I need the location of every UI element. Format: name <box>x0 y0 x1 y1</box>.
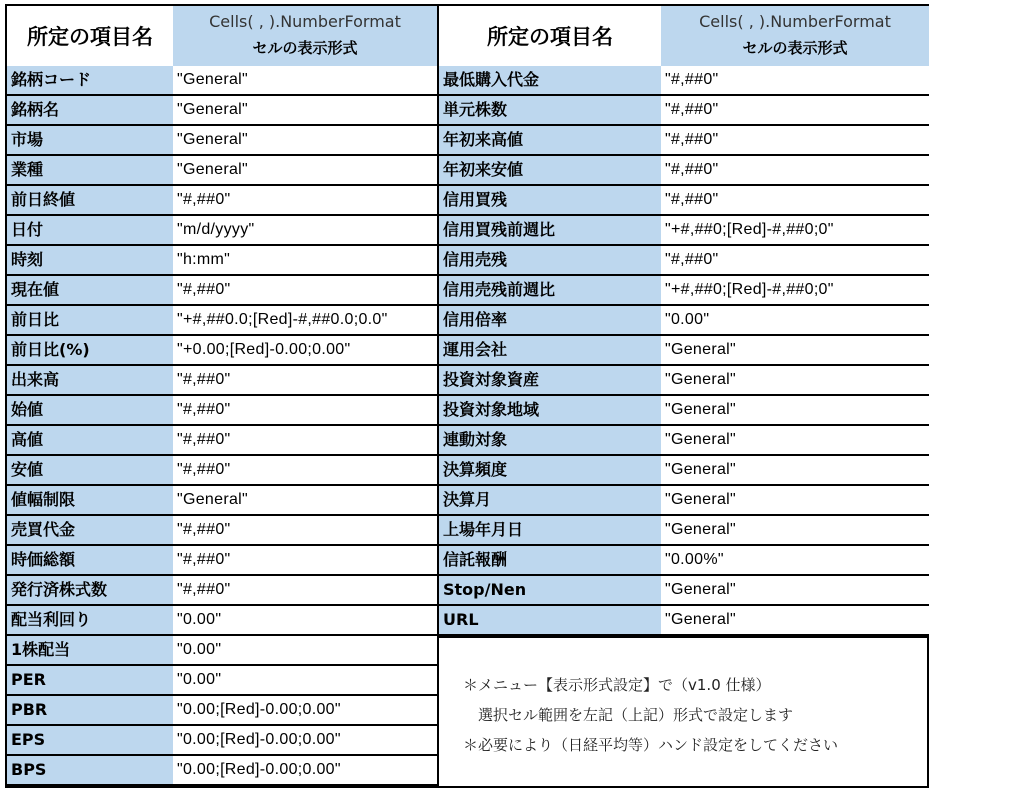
number-format-cell[interactable]: "#,##0" <box>173 546 437 574</box>
item-name-cell[interactable]: 業種 <box>7 156 173 184</box>
item-name-cell[interactable]: 日付 <box>7 216 173 244</box>
number-format-cell[interactable]: "General" <box>661 456 929 484</box>
item-name-cell[interactable]: PER <box>7 666 173 694</box>
item-name-cell[interactable]: 現在値 <box>7 276 173 304</box>
number-format-cell[interactable]: "#,##0" <box>173 396 437 424</box>
format-header-line1: Cells( , ).NumberFormat <box>699 12 891 31</box>
table-row <box>7 396 437 426</box>
number-format-cell[interactable]: "General" <box>661 426 929 454</box>
number-format-cell[interactable]: "General" <box>661 576 929 604</box>
number-format-cell[interactable]: "+#,##0.0;[Red]-#,##0.0;0.0" <box>173 306 437 334</box>
item-name-cell[interactable]: 信託報酬 <box>439 546 661 574</box>
item-name-cell[interactable]: 年初来高値 <box>439 126 661 154</box>
item-name-cell[interactable]: 信用売残前週比 <box>439 276 661 304</box>
table-row <box>439 366 929 396</box>
table-row <box>7 276 437 306</box>
number-format-cell[interactable]: "+#,##0;[Red]-#,##0;0" <box>661 276 929 304</box>
table-row <box>7 246 437 276</box>
table-row <box>439 66 929 96</box>
item-name-cell[interactable]: 年初来安値 <box>439 156 661 184</box>
item-name-cell[interactable]: 銘柄コード <box>7 66 173 94</box>
item-name-cell[interactable]: BPS <box>7 756 173 784</box>
number-format-cell[interactable]: "0.00;[Red]-0.00;0.00" <box>173 756 437 784</box>
table-row <box>439 426 929 456</box>
number-format-cell[interactable]: "0.00" <box>173 606 437 634</box>
number-format-cell[interactable]: "0.00" <box>173 666 437 694</box>
number-format-cell[interactable]: "#,##0" <box>173 516 437 544</box>
item-name-cell[interactable]: 時価総額 <box>7 546 173 574</box>
item-name-cell[interactable]: 連動対象 <box>439 426 661 454</box>
table-row <box>439 276 929 306</box>
table-row <box>7 546 437 576</box>
item-name-cell[interactable]: 上場年月日 <box>439 516 661 544</box>
number-format-cell[interactable]: "#,##0" <box>661 66 929 94</box>
table-row <box>7 636 437 666</box>
number-format-cell[interactable]: "General" <box>173 96 437 124</box>
item-name-cell[interactable]: 信用売残 <box>439 246 661 274</box>
item-name-cell[interactable]: 単元株数 <box>439 96 661 124</box>
table-row <box>7 426 437 456</box>
item-name-cell[interactable]: 前日終値 <box>7 186 173 214</box>
number-format-cell[interactable]: "General" <box>661 486 929 514</box>
table-row <box>439 486 929 516</box>
item-name-cell[interactable]: 出来高 <box>7 366 173 394</box>
table-row <box>439 96 929 126</box>
number-format-cell[interactable]: "0.00;[Red]-0.00;0.00" <box>173 696 437 724</box>
number-format-cell[interactable]: "General" <box>661 516 929 544</box>
item-name-cell[interactable]: 信用倍率 <box>439 306 661 334</box>
item-name-cell[interactable]: 信用買残前週比 <box>439 216 661 244</box>
item-name-cell[interactable]: 決算頻度 <box>439 456 661 484</box>
table-row <box>7 96 437 126</box>
item-name-cell[interactable]: Stop/Nen <box>439 576 661 604</box>
note-line-1: ＊メニュー【表示形式設定】で（v1.0 仕様） <box>463 676 771 694</box>
item-name-cell[interactable]: URL <box>439 606 661 634</box>
item-name-cell[interactable]: 投資対象資産 <box>439 366 661 394</box>
table-row <box>439 396 929 426</box>
item-name-cell[interactable]: 運用会社 <box>439 336 661 364</box>
item-name-cell[interactable]: 前日比(%) <box>7 336 173 364</box>
number-format-cell[interactable]: "General" <box>173 156 437 184</box>
format-header-line1: Cells( , ).NumberFormat <box>209 12 401 31</box>
table-row <box>439 576 929 606</box>
item-name-cell[interactable]: 売買代金 <box>7 516 173 544</box>
left-header-row <box>7 6 437 68</box>
table-row <box>439 186 929 216</box>
item-name-cell[interactable]: 発行済株式数 <box>7 576 173 604</box>
item-name-cell[interactable]: 1株配当 <box>7 636 173 664</box>
number-format-cell[interactable]: "m/d/yyyy" <box>173 216 437 244</box>
table-row <box>7 306 437 336</box>
table-row <box>7 366 437 396</box>
number-format-cell[interactable]: "#,##0" <box>173 576 437 604</box>
item-name-cell[interactable]: 配当利回り <box>7 606 173 634</box>
item-name-cell[interactable]: 銘柄名 <box>7 96 173 124</box>
table-row <box>7 486 437 516</box>
number-format-cell[interactable]: "General" <box>173 126 437 154</box>
number-format-cell[interactable]: "#,##0" <box>173 186 437 214</box>
table-row <box>7 216 437 246</box>
number-format-cell[interactable]: "General" <box>661 606 929 634</box>
table-row <box>439 546 929 576</box>
number-format-cell[interactable]: "General" <box>661 366 929 394</box>
number-format-cell[interactable]: "#,##0" <box>661 246 929 274</box>
table-row <box>439 516 929 546</box>
right-rows <box>439 66 929 636</box>
left-table <box>7 6 437 788</box>
note-line-3: ＊必要により（日経平均等）ハンド設定をしてください <box>463 736 839 754</box>
table-row <box>7 126 437 156</box>
item-name-cell[interactable]: 前日比 <box>7 306 173 334</box>
number-format-cell[interactable]: "#,##0" <box>173 456 437 484</box>
item-name-cell[interactable]: 決算月 <box>439 486 661 514</box>
number-format-cell[interactable]: "0.00;[Red]-0.00;0.00" <box>173 726 437 754</box>
item-name-cell[interactable]: 最低購入代金 <box>439 66 661 94</box>
left-rows <box>7 66 437 786</box>
item-name-header: 所定の項目名 <box>439 6 661 66</box>
table-row <box>439 456 929 486</box>
table-row <box>7 66 437 96</box>
number-format-cell[interactable]: "0.00" <box>173 636 437 664</box>
number-format-cell[interactable]: "General" <box>661 336 929 364</box>
number-format-cell[interactable]: "#,##0" <box>173 366 437 394</box>
table-row <box>439 246 929 276</box>
table-row <box>7 156 437 186</box>
table-row <box>439 156 929 186</box>
item-name-cell[interactable]: 高値 <box>7 426 173 454</box>
table-row <box>439 306 929 336</box>
number-format-cell[interactable]: "#,##0" <box>173 276 437 304</box>
number-format-cell[interactable]: "#,##0" <box>661 96 929 124</box>
format-header <box>173 6 437 66</box>
number-format-cell[interactable]: "#,##0" <box>661 156 929 184</box>
notes-box <box>439 636 929 788</box>
table-row <box>7 726 437 756</box>
table-row <box>7 336 437 366</box>
table-row <box>7 576 437 606</box>
number-format-cell[interactable]: "General" <box>173 486 437 514</box>
table-row <box>7 666 437 696</box>
item-name-cell[interactable]: 値幅制限 <box>7 486 173 514</box>
item-name-cell[interactable]: EPS <box>7 726 173 754</box>
number-format-cell[interactable]: "+0.00;[Red]-0.00;0.00" <box>173 336 437 364</box>
number-format-cell[interactable]: "#,##0" <box>661 126 929 154</box>
item-name-cell[interactable]: PBR <box>7 696 173 724</box>
right-header-row <box>439 6 929 68</box>
table-row <box>7 606 437 636</box>
table-row <box>7 186 437 216</box>
note-line-2: 選択セル範囲を左記（上記）形式で設定します <box>463 706 794 724</box>
item-name-cell[interactable]: 時刻 <box>7 246 173 274</box>
item-name-header: 所定の項目名 <box>7 6 173 66</box>
item-name-cell[interactable]: 市場 <box>7 126 173 154</box>
item-name-cell[interactable]: 始値 <box>7 396 173 424</box>
item-name-cell[interactable]: 信用買残 <box>439 186 661 214</box>
item-name-cell[interactable]: 安値 <box>7 456 173 484</box>
item-name-cell[interactable]: 投資対象地域 <box>439 396 661 424</box>
number-format-cell[interactable]: "#,##0" <box>661 186 929 214</box>
table-row <box>439 126 929 156</box>
number-format-cell[interactable]: "#,##0" <box>173 426 437 454</box>
number-format-cell[interactable]: "h:mm" <box>173 246 437 274</box>
format-table <box>5 4 929 788</box>
table-row <box>439 606 929 636</box>
format-header-line2: セルの表示形式 <box>742 39 848 57</box>
table-row <box>7 696 437 726</box>
number-format-cell[interactable]: "General" <box>173 66 437 94</box>
number-format-cell[interactable]: "General" <box>661 396 929 424</box>
table-row <box>439 216 929 246</box>
table-row <box>7 456 437 486</box>
table-row <box>7 516 437 546</box>
number-format-cell[interactable]: "0.00%" <box>661 546 929 574</box>
format-header <box>661 6 929 66</box>
number-format-cell[interactable]: "0.00" <box>661 306 929 334</box>
format-header-line2: セルの表示形式 <box>252 39 358 57</box>
table-row <box>439 336 929 366</box>
right-table <box>437 6 929 788</box>
table-row <box>7 756 437 786</box>
number-format-cell[interactable]: "+#,##0;[Red]-#,##0;0" <box>661 216 929 244</box>
